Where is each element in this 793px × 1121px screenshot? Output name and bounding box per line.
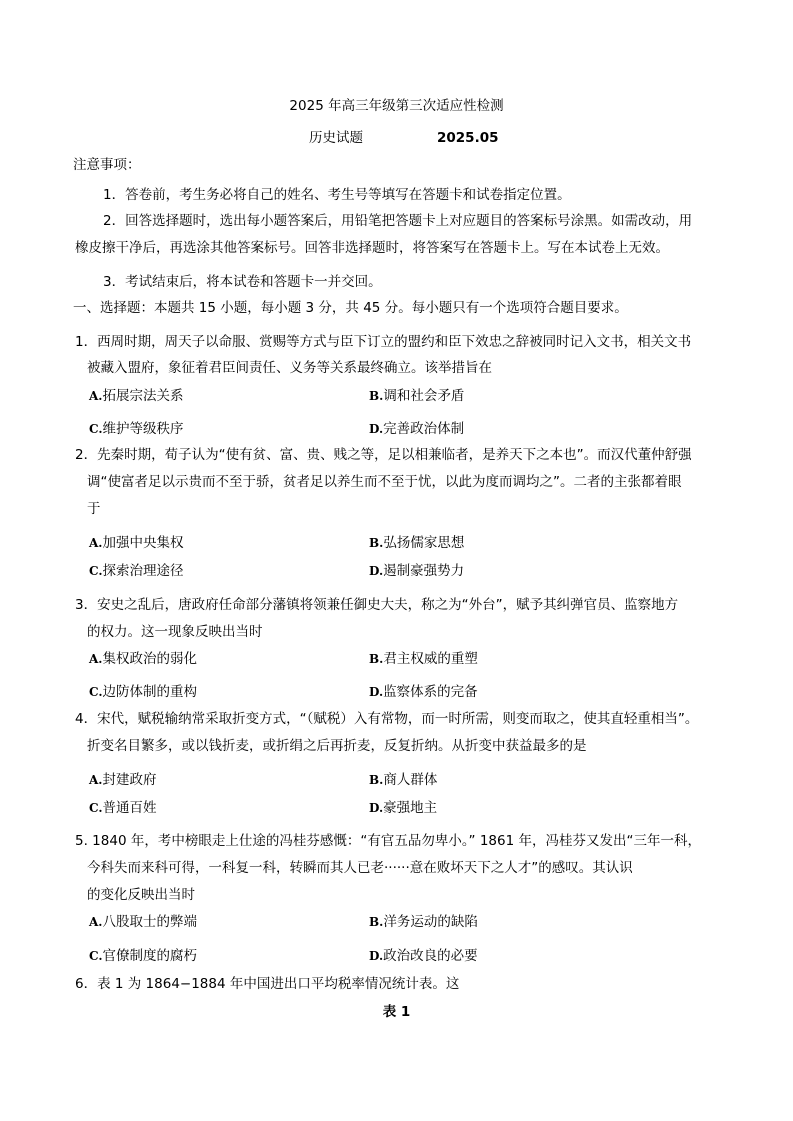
- option-c[interactable]: C.探索治理途径: [89, 563, 184, 579]
- option-d[interactable]: D.完善政治体制: [369, 421, 465, 437]
- question-5-text: 今科失而来科可得，一科复一科，转瞬而其人已老······意在败坏天下之人才”的感叹。其认识: [87, 860, 633, 876]
- option-b[interactable]: B.调和社会矛盾: [369, 388, 465, 404]
- option-b[interactable]: B.商人群体: [369, 772, 438, 788]
- option-c[interactable]: C.官僚制度的腐朽: [89, 948, 198, 964]
- question-5-text: 5. 1840 年，考中榜眼走上仕途的冯桂芬感慨：“有官五品勿卑小。” 1861 年，冯桂芬又发出“三年一科，: [75, 833, 701, 849]
- exam-title: 2025 年高三年级第三次适应性检测: [289, 98, 504, 114]
- subject-label: 历史试题: [309, 130, 363, 146]
- question-4-text: 4．宋代，赋税输纳常采取折变方式，“（赋税）入有常物，而一时所需，则变而取之，使其直轻重相当”。: [75, 711, 699, 727]
- option-c[interactable]: C.普通百姓: [89, 800, 157, 816]
- notice-item-continued: 橡皮擦干净后，再选涂其他答案标号。回答非选择题时，将答案写在答题卡上。写在本试卷上无效。: [75, 240, 669, 256]
- table-caption: 表 1: [382, 1004, 411, 1020]
- question-6-text: 6．表 1 为 1864−1884 年中国进出口平均税率情况统计表。这: [75, 976, 460, 992]
- option-c[interactable]: C.边防体制的重构: [89, 684, 198, 700]
- notice-item: 1．答卷前，考生务必将自己的姓名、考生号等填写在答题卡和试卷指定位置。: [103, 187, 571, 203]
- option-a[interactable]: A.加强中央集权: [89, 535, 184, 551]
- question-2-text: 于: [87, 501, 101, 517]
- question-5-text: 的变化反映出当时: [87, 887, 195, 903]
- question-1-text: 被藏入盟府，象征着君臣间责任、义务等关系最终确立。该举措旨在: [87, 360, 492, 376]
- option-a[interactable]: A.八股取士的弊端: [89, 914, 197, 930]
- question-2-text: 2．先秦时期，荀子认为“使有贫、富、贵、贱之等，足以相兼临者，是养天下之本也”。而汉代董仲舒强: [75, 447, 692, 463]
- notice-item: 3．考试结束后，将本试卷和答题卡一并交回。: [103, 274, 382, 290]
- notice-item: 2．回答选择题时，选出每小题答案后，用铅笔把答题卡上对应题目的答案标号涂黑。如需改动，用: [103, 213, 693, 229]
- option-b[interactable]: B.洋务运动的缺陷: [369, 914, 478, 930]
- option-a[interactable]: A.集权政治的弱化: [89, 651, 197, 667]
- option-d[interactable]: D.政治改良的必要: [369, 948, 478, 964]
- option-c[interactable]: C.维护等级秩序: [89, 421, 184, 437]
- option-d[interactable]: D.监察体系的完备: [369, 684, 478, 700]
- exam-date: 2025.05: [437, 130, 499, 146]
- question-2-text: 调“使富者足以示贵而不至于骄，贫者足以养生而不至于忧，以此为度而调均之”。二者的主张都着眼: [87, 474, 682, 490]
- notice-heading: 注意事项：: [73, 157, 141, 173]
- option-d[interactable]: D.豪强地主: [369, 800, 438, 816]
- question-1-text: 1．西周时期，周天子以命服、赏赐等方式与臣下订立的盟约和臣下效忠之辞被同时记入文书，相关文书: [75, 334, 692, 350]
- option-a[interactable]: A.拓展宗法关系: [89, 388, 184, 404]
- option-a[interactable]: A.封建政府: [89, 772, 157, 788]
- option-d[interactable]: D.遏制豪强势力: [369, 563, 465, 579]
- question-4-text: 折变名目繁多，或以钱折麦，或折绢之后再折麦，反复折纳。从折变中获益最多的是: [87, 738, 587, 754]
- option-b[interactable]: B.弘扬儒家思想: [369, 535, 465, 551]
- question-3-text: 的权力。这一现象反映出当时: [87, 624, 263, 640]
- question-3-text: 3．安史之乱后，唐政府任命部分藩镇将领兼任御史大夫，称之为“外台”，赋予其纠弹官员、监察地方: [75, 597, 679, 613]
- option-b[interactable]: B.君主权威的重塑: [369, 651, 478, 667]
- section-heading: 一、选择题：本题共 15 小题，每小题 3 分，共 45 分。每小题只有一个选项符合题目要求。: [73, 300, 628, 316]
